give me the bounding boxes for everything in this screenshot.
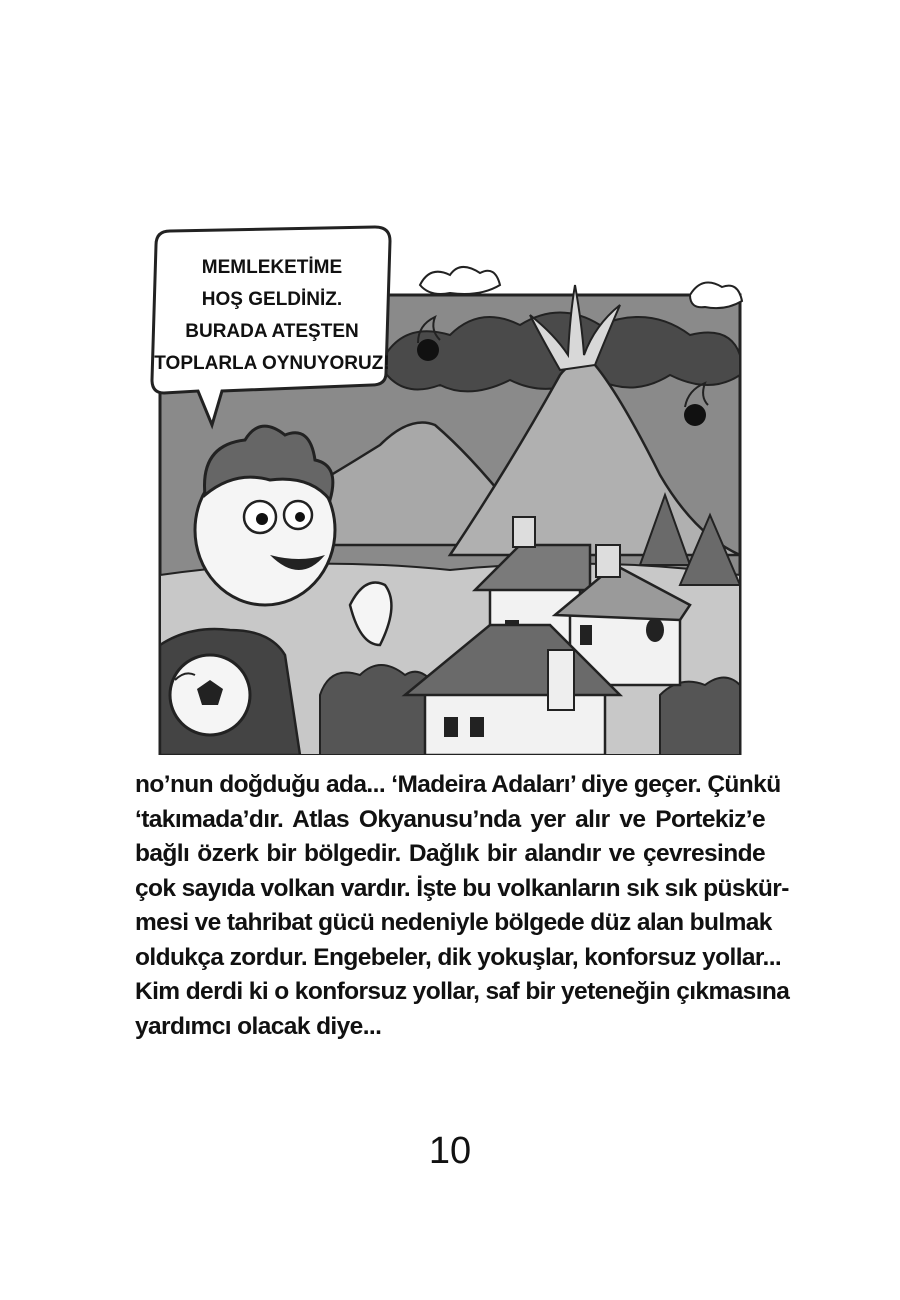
comic-illustration [150, 225, 750, 755]
speech-bubble-line: BURADA ATEŞTEN [185, 321, 359, 342]
text-line: no’nun doğduğu ada... ‘Madeira Adaları’ diye geçer. Çünkü [135, 771, 781, 798]
bush [660, 678, 740, 756]
soccer-ball-icon [170, 655, 250, 735]
speech-bubble-line: MEMLEKETİME [201, 257, 343, 278]
text-line: bağlı özerk bir bölgedir. Dağlık bir alandır ve çevresinde [135, 840, 765, 867]
speech-bubble-line: TOPLARLA OYNUYORUZ! [154, 353, 390, 374]
text-line: mesi ve tahribat gücü nedeniyle bölgede düz alan bulmak [135, 909, 772, 936]
cloud-icon [690, 283, 742, 309]
bush [320, 665, 435, 755]
text-line: oldukça zordur. Engebeler, dik yokuşlar, konforsuz yollar... [135, 943, 782, 971]
text-line: Kim derdi ki o konforsuz yollar, saf bir yeteneğin çıkmasına [135, 978, 790, 1005]
text-line: ‘takımada’dır. Atlas Okyanusu’nda yer alır ve Portekiz’e [135, 805, 765, 833]
speech-bubble-line: HOŞ GELDİNİZ. [201, 289, 343, 310]
page-number: 10 [428, 1130, 472, 1172]
body-paragraph [135, 768, 790, 1044]
cloud-icon [420, 267, 500, 294]
text-line: çok sayıda volkan vardır. İşte bu volkanların sık sık püskür- [135, 874, 789, 902]
text-line: yardımcı olacak diye... [135, 1012, 382, 1040]
